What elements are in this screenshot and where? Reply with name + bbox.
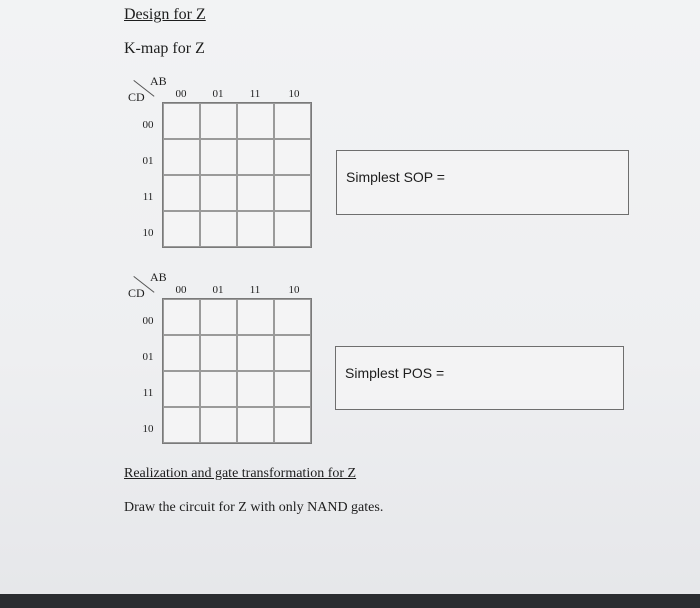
- row-header: 00: [142, 119, 154, 131]
- kmap-cell[interactable]: [163, 299, 200, 335]
- ab-label: AB: [150, 74, 167, 88]
- ab-label: AB: [150, 270, 167, 284]
- col-header: 00: [175, 284, 187, 296]
- kmap-cell[interactable]: [237, 211, 274, 247]
- kmap-cell[interactable]: [163, 335, 200, 371]
- kmap-cell[interactable]: [163, 211, 200, 247]
- kmap-cell[interactable]: [274, 175, 311, 211]
- kmap-grid: [162, 298, 312, 444]
- kmap-cell[interactable]: [237, 175, 274, 211]
- kmap-cell[interactable]: [200, 139, 237, 175]
- realization-heading: Realization and gate transformation for Z: [124, 466, 357, 481]
- row-header: 11: [142, 387, 154, 399]
- kmap-cell[interactable]: [237, 299, 274, 335]
- kmap-cell[interactable]: [274, 299, 311, 335]
- col-header: 01: [212, 88, 224, 100]
- kmap-cell[interactable]: [200, 335, 237, 371]
- kmap-sop: [128, 74, 318, 264]
- row-header: 01: [142, 155, 154, 167]
- pos-label: Simplest POS =: [345, 365, 445, 381]
- nand-instruction: Draw the circuit for Z with only NAND gates.: [124, 500, 384, 515]
- kmap-cell[interactable]: [200, 299, 237, 335]
- col-header: 11: [249, 284, 261, 296]
- kmap-cell[interactable]: [237, 139, 274, 175]
- kmap-cell[interactable]: [200, 175, 237, 211]
- kmap-cell[interactable]: [237, 103, 274, 139]
- kmap-pos: [128, 270, 318, 460]
- row-header: 11: [142, 191, 154, 203]
- kmap-cell[interactable]: [200, 103, 237, 139]
- sop-answer-box[interactable]: [336, 150, 629, 215]
- kmap-cell[interactable]: [274, 139, 311, 175]
- page-bottom-edge: [0, 594, 700, 608]
- col-header: 00: [175, 88, 187, 100]
- row-header: 00: [142, 315, 154, 327]
- cd-label: CD: [128, 286, 145, 300]
- kmap-cell[interactable]: [163, 371, 200, 407]
- kmap-cell[interactable]: [237, 371, 274, 407]
- kmap-cell[interactable]: [163, 103, 200, 139]
- col-header: 11: [249, 88, 261, 100]
- kmap-cell[interactable]: [200, 211, 237, 247]
- row-header: 10: [142, 227, 154, 239]
- kmap-cell[interactable]: [237, 407, 274, 443]
- kmap-cell[interactable]: [200, 407, 237, 443]
- kmap-title: K-map for Z: [124, 40, 205, 57]
- pos-answer-box[interactable]: [335, 346, 624, 410]
- kmap-cell[interactable]: [274, 211, 311, 247]
- kmap-cell[interactable]: [163, 139, 200, 175]
- section-heading: Design for Z: [124, 6, 206, 23]
- kmap-cell[interactable]: [274, 371, 311, 407]
- kmap-grid: [162, 102, 312, 248]
- kmap-cell[interactable]: [163, 407, 200, 443]
- sop-label: Simplest SOP =: [346, 169, 445, 185]
- cd-label: CD: [128, 90, 145, 104]
- col-header: 01: [212, 284, 224, 296]
- kmap-cell[interactable]: [274, 103, 311, 139]
- kmap-cell[interactable]: [237, 335, 274, 371]
- col-header: 10: [288, 284, 300, 296]
- kmap-cell[interactable]: [274, 335, 311, 371]
- kmap-cell[interactable]: [274, 407, 311, 443]
- kmap-cell[interactable]: [163, 175, 200, 211]
- row-header: 10: [142, 423, 154, 435]
- col-header: 10: [288, 88, 300, 100]
- row-header: 01: [142, 351, 154, 363]
- kmap-cell[interactable]: [200, 371, 237, 407]
